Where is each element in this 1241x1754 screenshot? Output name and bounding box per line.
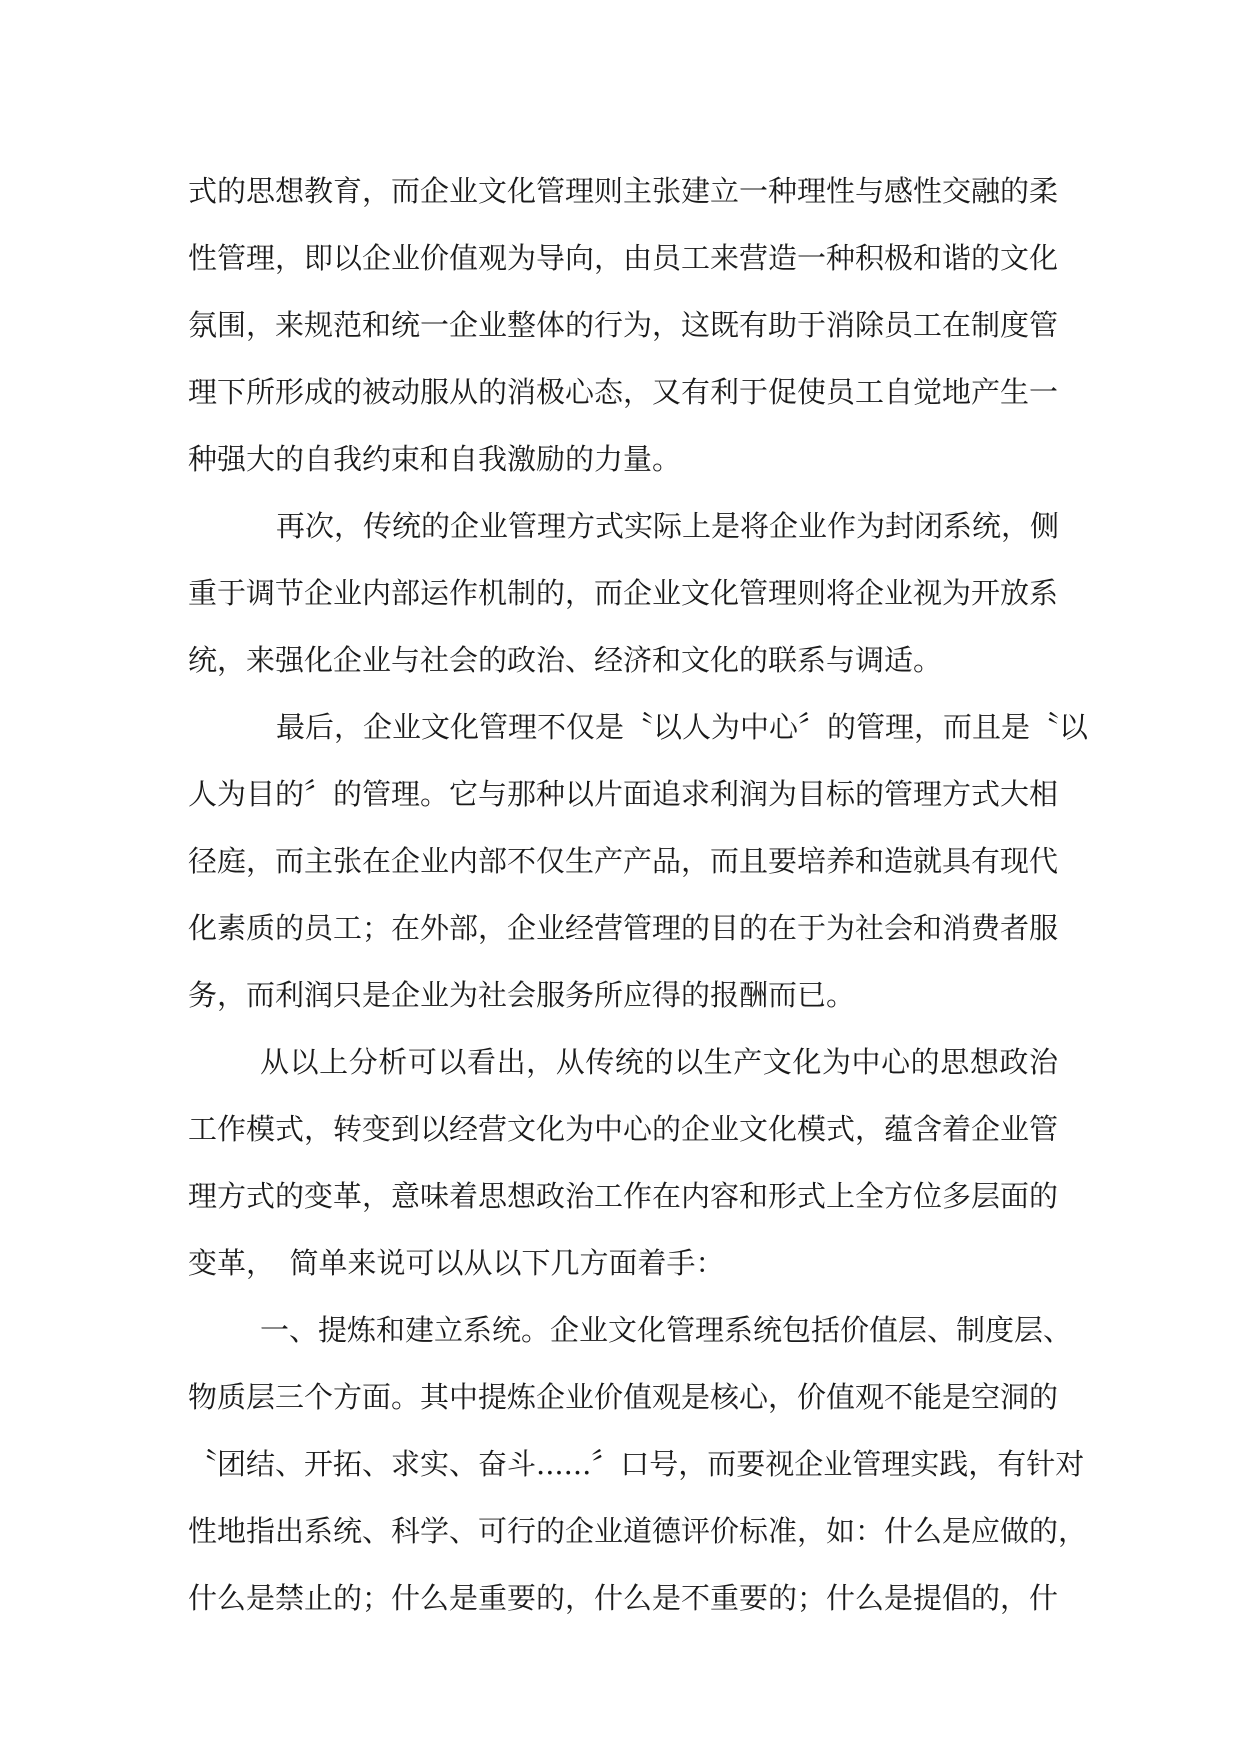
text-line: 化素质的员工；在外部，企业经营管理的目的在于为社会和消费者服: [188, 911, 1059, 945]
text-line: 务，而利润只是企业为社会服务所应得的报酬而已。: [188, 978, 856, 1012]
text-line: 种强大的自我约束和自我激励的力量。: [188, 442, 682, 476]
text-line: 式的思想教育，而企业文化管理则主张建立一种理性与感性交融的柔: [188, 174, 1059, 208]
paragraph-first-line: 一、提炼和建立系统。企业文化管理系统包括价值层、制度层、: [260, 1313, 1073, 1347]
text-line: 什么是禁止的；什么是重要的，什么是不重要的；什么是提倡的，什: [188, 1581, 1059, 1615]
paragraph-first-line: 从以上分析可以看出，从传统的以生产文化为中心的思想政治: [260, 1045, 1058, 1079]
text-line: 径庭，而主张在企业内部不仅生产产品，而且要培养和造就具有现代: [188, 844, 1059, 878]
text-line: 物质层三个方面。其中提炼企业价值观是核心，价值观不能是空洞的: [188, 1380, 1059, 1414]
paragraph-first-line: 最后，企业文化管理不仅是〝以人为中心〞的管理，而且是〝以: [276, 710, 1089, 744]
text-line: 〝团结、开拓、求实、奋斗......〞口号，而要视企业管理实践，有针对: [188, 1447, 1085, 1481]
text-line: 性地指出系统、科学、可行的企业道德评价标准，如：什么是应做的，: [188, 1514, 1088, 1548]
body-text: [188, 158, 1089, 1632]
text-line: 理下所形成的被动服从的消极心态，又有利于促使员工自觉地产生一: [188, 375, 1059, 409]
text-line: 氛围，来规范和统一企业整体的行为，这既有助于消除员工在制度管: [188, 308, 1059, 342]
text-line: 变革， 简单来说可以从以下几方面着手：: [188, 1246, 725, 1280]
paragraph-first-line: 再次，传统的企业管理方式实际上是将企业作为封闭系统，侧: [276, 509, 1060, 543]
text-line: 理方式的变革，意味着思想政治工作在内容和形式上全方位多层面的: [188, 1179, 1059, 1213]
text-line: 性管理，即以企业价值观为导向，由员工来营造一种积极和谐的文化: [188, 241, 1059, 275]
text-line: 统，来强化企业与社会的政治、经济和文化的联系与调适。: [188, 643, 943, 677]
text-line: 重于调节企业内部运作机制的，而企业文化管理则将企业视为开放系: [188, 576, 1059, 610]
text-line: 人为目的〞的管理。它与那种以片面追求利润为目标的管理方式大相: [188, 777, 1059, 811]
text-line: 工作模式，转变到以经营文化为中心的企业文化模式，蕴含着企业管: [188, 1112, 1059, 1146]
